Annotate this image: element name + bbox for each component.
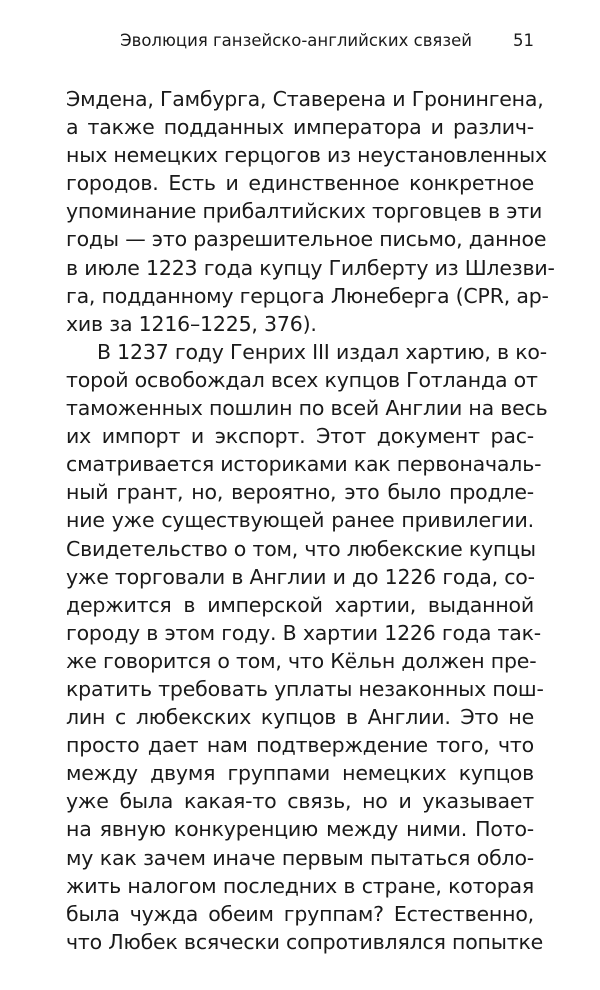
text-line: что Любек всячески сопротивлялся попытке <box>66 929 544 954</box>
text-line: городов. Есть и единственное конкретное <box>66 171 534 196</box>
text-line: а также подданных императора и различ- <box>66 115 534 140</box>
text-line: сматривается историками как первоначаль- <box>66 452 542 477</box>
text-line: на явную конкуренцию между ними. Пото- <box>66 817 534 842</box>
running-title: Эволюция ганзейско-английских связей <box>120 31 472 50</box>
text-line: таможенных пошлин по всей Англии на весь <box>66 396 548 421</box>
text-line: городу в этом году. В хартии 1226 года так- <box>66 620 541 645</box>
text-line: ных немецких герцогов из неустановленных <box>66 143 547 168</box>
page-header <box>66 31 534 57</box>
text-line: лин с любекских купцов в Англии. Это не <box>66 705 534 730</box>
text-line: в июле 1223 года купцу Гилберту из Шлезви- <box>66 255 555 280</box>
paragraph <box>66 338 548 956</box>
text-line: была чужда обеим группам? Естественно, <box>66 901 534 926</box>
text-line: В 1237 году Генрих III издал хартию, в ко- <box>97 339 547 364</box>
text-line: торой освобождал всех купцов Готланда от <box>66 367 538 392</box>
text-line: ный грант, но, вероятно, это было продле- <box>66 480 534 505</box>
text-line: держится в имперской хартии, выданной <box>66 592 534 617</box>
text-line: упоминание прибалтийских торговцев в эти <box>66 199 543 224</box>
text-line: жить налогом последних в стране, которая <box>66 873 534 898</box>
page-body <box>66 85 555 956</box>
text-line: Эмдена, Гамбурга, Ставерена и Гронингена, <box>66 87 544 111</box>
text-line: му как зачем иначе первым пытаться обло- <box>66 845 534 870</box>
text-line: Свидетельство о том, что любекские купцы <box>66 536 536 561</box>
text-line: уже была какая-то связь, но и указывает <box>66 789 534 814</box>
text-line: га, подданному герцога Люнеберга (CPR, ар- <box>66 283 549 308</box>
text-line: же говорится о том, что Кёльн должен пре- <box>66 648 537 673</box>
text-line: просто дает нам подтверждение того, что <box>66 733 534 758</box>
paragraph <box>66 85 555 338</box>
text-line: их импорт и экспорт. Этот документ рас- <box>66 424 534 449</box>
text-line: кратить требовать уплаты незаконных пош- <box>66 676 544 701</box>
text-line: хив за 1216–1225, 376). <box>66 311 317 336</box>
text-line: годы — это разрешительное письмо, данное <box>66 227 547 252</box>
text-line: ние уже существующей ранее привилегии. <box>66 508 534 533</box>
text-line: между двумя группами немецких купцов <box>66 761 534 786</box>
page-number: 51 <box>513 31 534 50</box>
text-line: уже торговали в Англии и до 1226 года, со- <box>66 564 535 589</box>
